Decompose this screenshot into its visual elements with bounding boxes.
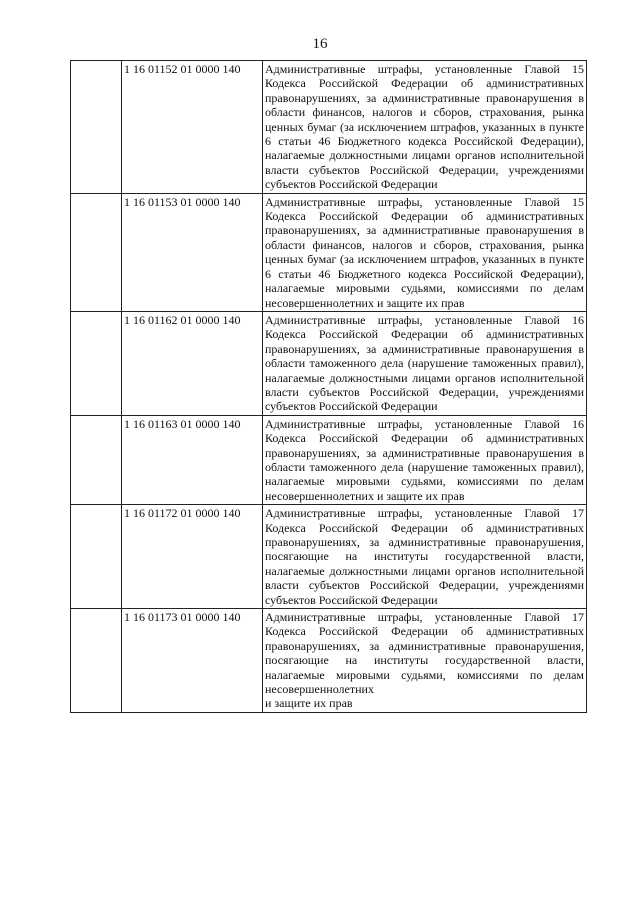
table-row [71, 193, 587, 311]
income-description: Административные штрафы, установленные Главой 17 Кодекса Российской Федерации об административных правонарушениях, за административные правонарушения, посягающие на институты государственной власти, налагаемые должностными лицами органов исполнительной власти субъектов Российской Федерации, учреждениями субъектов Российской Федерации [263, 505, 587, 609]
table-row [71, 609, 587, 713]
income-code: 1 16 01162 01 0000 140 [122, 311, 263, 415]
income-description: Административные штрафы, установленные Главой 16 Кодекса Российской Федерации об административных правонарушениях, за административные правонарушения в области таможенного дела (нарушение таможенных правил), налагаемые должностными лицами органов исполнительной власти субъектов Российской Федерации, учреждениями субъектов Российской Федерации [263, 311, 587, 415]
empty-cell [71, 415, 122, 504]
income-description: Административные штрафы, установленные Главой 15 Кодекса Российской Федерации об административных правонарушениях, за административные правонарушения в области финансов, налогов и сборов, страхования, рынка ценных бумаг (за исключением штрафов, указанных в пункте 6 статьи 46 Бюджетного кодекса Российской Федерации), налагаемые мировыми судьями, комиссиями по делам несовершеннолетних и защите их прав [263, 193, 587, 311]
empty-cell [71, 609, 122, 713]
income-code: 1 16 01163 01 0000 140 [122, 415, 263, 504]
income-description: Административные штрафы, установленные Главой 17 Кодекса Российской Федерации об административных правонарушениях, за административные правонарушения, посягающие на институты государственной власти, налагаемые мировыми судьями, комиссиями по делам несовершеннолетних [265, 610, 584, 697]
empty-cell [71, 61, 122, 194]
income-description-tail: и защите их прав [265, 696, 353, 711]
income-code: 1 16 01172 01 0000 140 [122, 505, 263, 609]
income-description: Административные штрафы, установленные Главой 16 Кодекса Российской Федерации об административных правонарушениях, за административные правонарушения в области таможенного дела (нарушение таможенных правил), налагаемые мировыми судьями, комиссиями по делам несовершеннолетних и защите их прав [263, 415, 587, 504]
table-row [71, 311, 587, 415]
income-description: Административные штрафы, установленные Главой 15 Кодекса Российской Федерации об административных правонарушениях, за административные правонарушения в области финансов, налогов и сборов, страхования, рынка ценных бумаг (за исключением штрафов, указанных в пункте 6 статьи 46 Бюджетного кодекса Российской Федерации), налагаемые должностными лицами органов исполнительной власти субъектов Российской Федерации, учреждениями субъектов Российской Федерации [263, 61, 587, 194]
table-row [71, 505, 587, 609]
empty-cell [71, 505, 122, 609]
income-code: 1 16 01152 01 0000 140 [122, 61, 263, 194]
page-number: 16 [312, 36, 328, 52]
budget-classification-table [70, 60, 587, 713]
income-code: 1 16 01153 01 0000 140 [122, 193, 263, 311]
table-row [71, 415, 587, 504]
empty-cell [71, 311, 122, 415]
income-description-cell [263, 609, 587, 713]
table-row [71, 61, 587, 194]
income-code: 1 16 01173 01 0000 140 [122, 609, 263, 713]
empty-cell [71, 193, 122, 311]
